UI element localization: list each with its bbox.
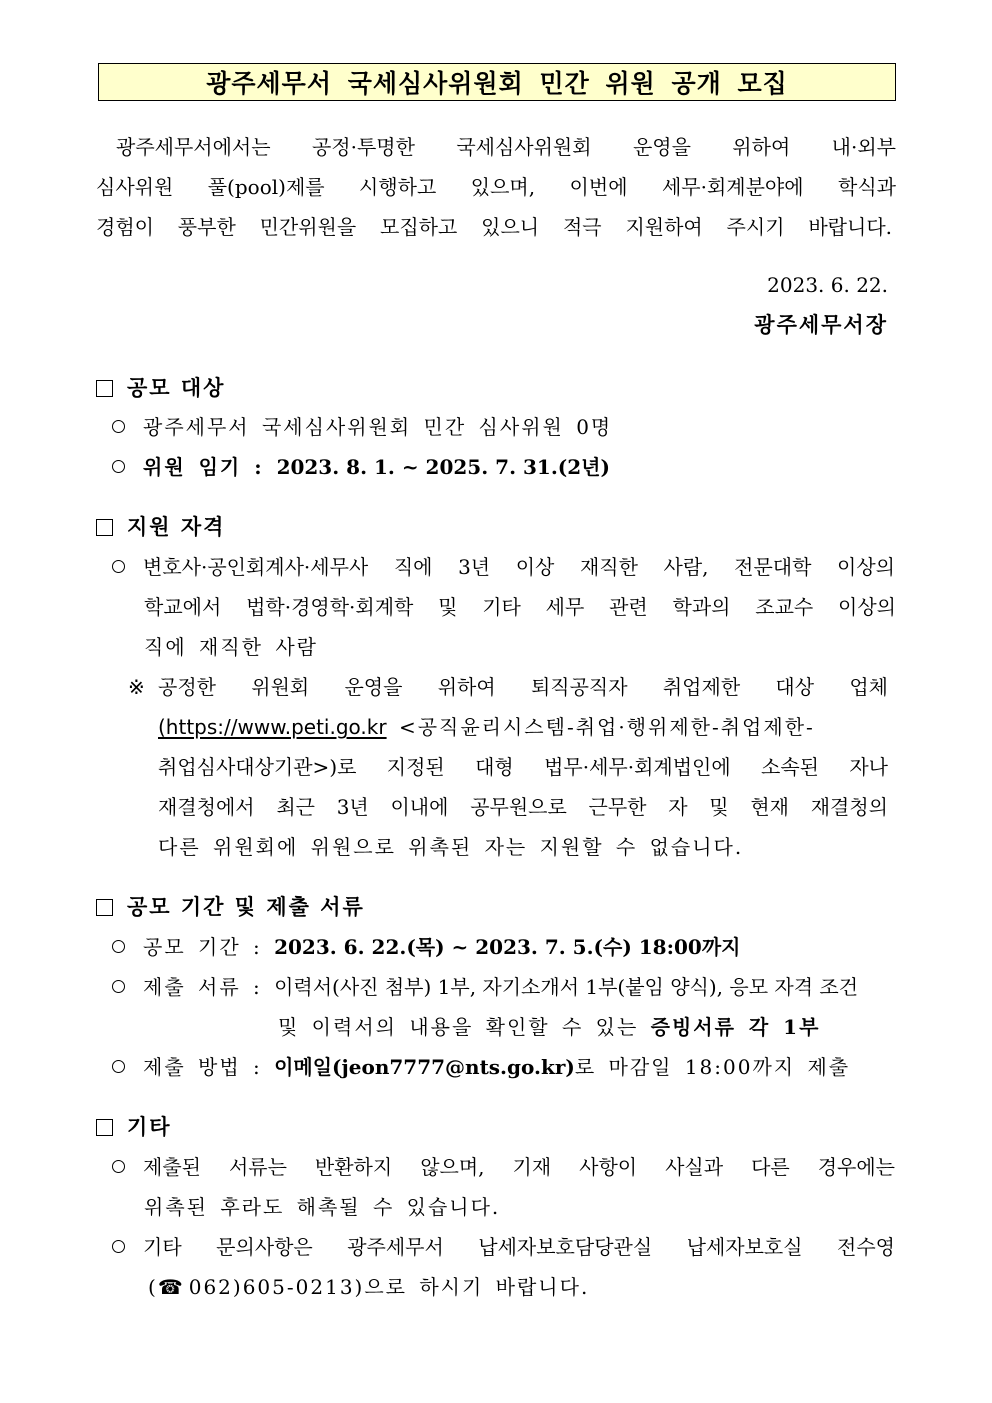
square-bullet-icon (96, 519, 113, 536)
note-mark: ※ (128, 675, 145, 699)
section-heading-period: 공모 기간 및 제출 서류 (96, 893, 365, 921)
list-item: 공모 기간 : 2023. 6. 22.(목) ~ 2023. 7. 5.(수) 18:00까지 (112, 933, 740, 961)
square-bullet-icon (96, 1119, 113, 1136)
circle-bullet-icon (112, 560, 125, 573)
intro-line-1: 광주세무서에서는 공정·투명한 국세심사위원회 운영을 위하여 내·외부 (116, 135, 896, 159)
circle-bullet-icon (112, 1160, 125, 1173)
contact-line: ( ☎ 062)605-0213)으로 하시기 바랍니다. (148, 1275, 590, 1299)
square-bullet-icon (96, 899, 113, 916)
list-item: 광주세무서 국세심사위원회 민간 심사위원 0명 (112, 413, 612, 441)
list-item: 제출 방법 : 이메일(jeon7777@nts.go.kr)로 마감일 18:00까지 제출 (112, 1053, 850, 1081)
section-heading-target: 공모 대상 (96, 374, 225, 402)
note-line-4: 재결청에서 최근 3년 이내에 공무원으로 근무한 자 및 현재 재결청의 (158, 795, 888, 819)
circle-bullet-icon (112, 940, 125, 953)
circle-bullet-icon (112, 980, 125, 993)
square-bullet-icon (96, 380, 113, 397)
list-item: 제출 서류 : 이력서(사진 첨부) 1부, 자기소개서 1부(붙임 양식), 응모 자격 조건 (112, 973, 858, 1001)
note-line-3: 취업심사대상기관>)로 지정된 대형 법무·세무·회계법인에 소속된 자나 (158, 755, 888, 779)
page-title: 광주세무서 국세심사위원회 민간 위원 공개 모집 (98, 63, 896, 101)
documents-line-2: 및 이력서의 내용을 확인할 수 있는 증빙서류 각 1부 (278, 1015, 821, 1039)
qualification-line-2: 학교에서 법학·경영학·회계학 및 기타 세무 관련 학과의 조교수 이상의 (144, 595, 896, 619)
intro-line-2: 심사위원 풀(pool)제를 시행하고 있으며, 이번에 세무·회계분야에 학식과 (96, 175, 896, 199)
intro-line-3: 경험이 풍부한 민간위원을 모집하고 있으니 적극 지원하여 주시기 바랍니다. (96, 215, 892, 239)
note-line-1: 공정한 위원회 운영을 위하여 퇴직공직자 취업제한 대상 업체 (158, 675, 888, 699)
circle-bullet-icon (112, 420, 125, 433)
circle-bullet-icon (112, 1240, 125, 1253)
list-item: 위원 임기 : 2023. 8. 1. ~ 2025. 7. 31.(2년) (112, 453, 610, 481)
peti-link[interactable]: (https://www.peti.go.kr (158, 715, 387, 739)
circle-bullet-icon (112, 460, 125, 473)
list-item: 제출된 서류는 반환하지 않으며, 기재 사항이 사실과 다른 경우에는 (112, 1153, 895, 1181)
note-line-2: (https://www.peti.go.kr <공직윤리시스템-취업·행위제한-취업제한- (158, 715, 815, 739)
other-line-2: 위촉된 후라도 해촉될 수 있습니다. (144, 1195, 501, 1219)
list-item: 기타 문의사항은 광주세무서 납세자보호담당관실 납세자보호실 전수영 (112, 1233, 895, 1261)
circle-bullet-icon (112, 1060, 125, 1073)
qualification-line-3: 직에 재직한 사람 (144, 635, 318, 659)
email-address[interactable]: 이메일(jeon7777@nts.go.kr) (274, 1055, 575, 1079)
notice-date: 2023. 6. 22. (767, 273, 888, 297)
list-item: 변호사·공인회계사·세무사 직에 3년 이상 재직한 사람, 전문대학 이상의 (112, 553, 895, 581)
section-heading-other: 기타 (96, 1113, 172, 1141)
phone-icon: ☎ (157, 1275, 183, 1299)
signer: 광주세무서장 (754, 312, 888, 337)
section-heading-qualification: 지원 자격 (96, 513, 225, 541)
note-line-5: 다른 위원회에 위원으로 위촉된 자는 지원할 수 없습니다. (158, 835, 744, 859)
